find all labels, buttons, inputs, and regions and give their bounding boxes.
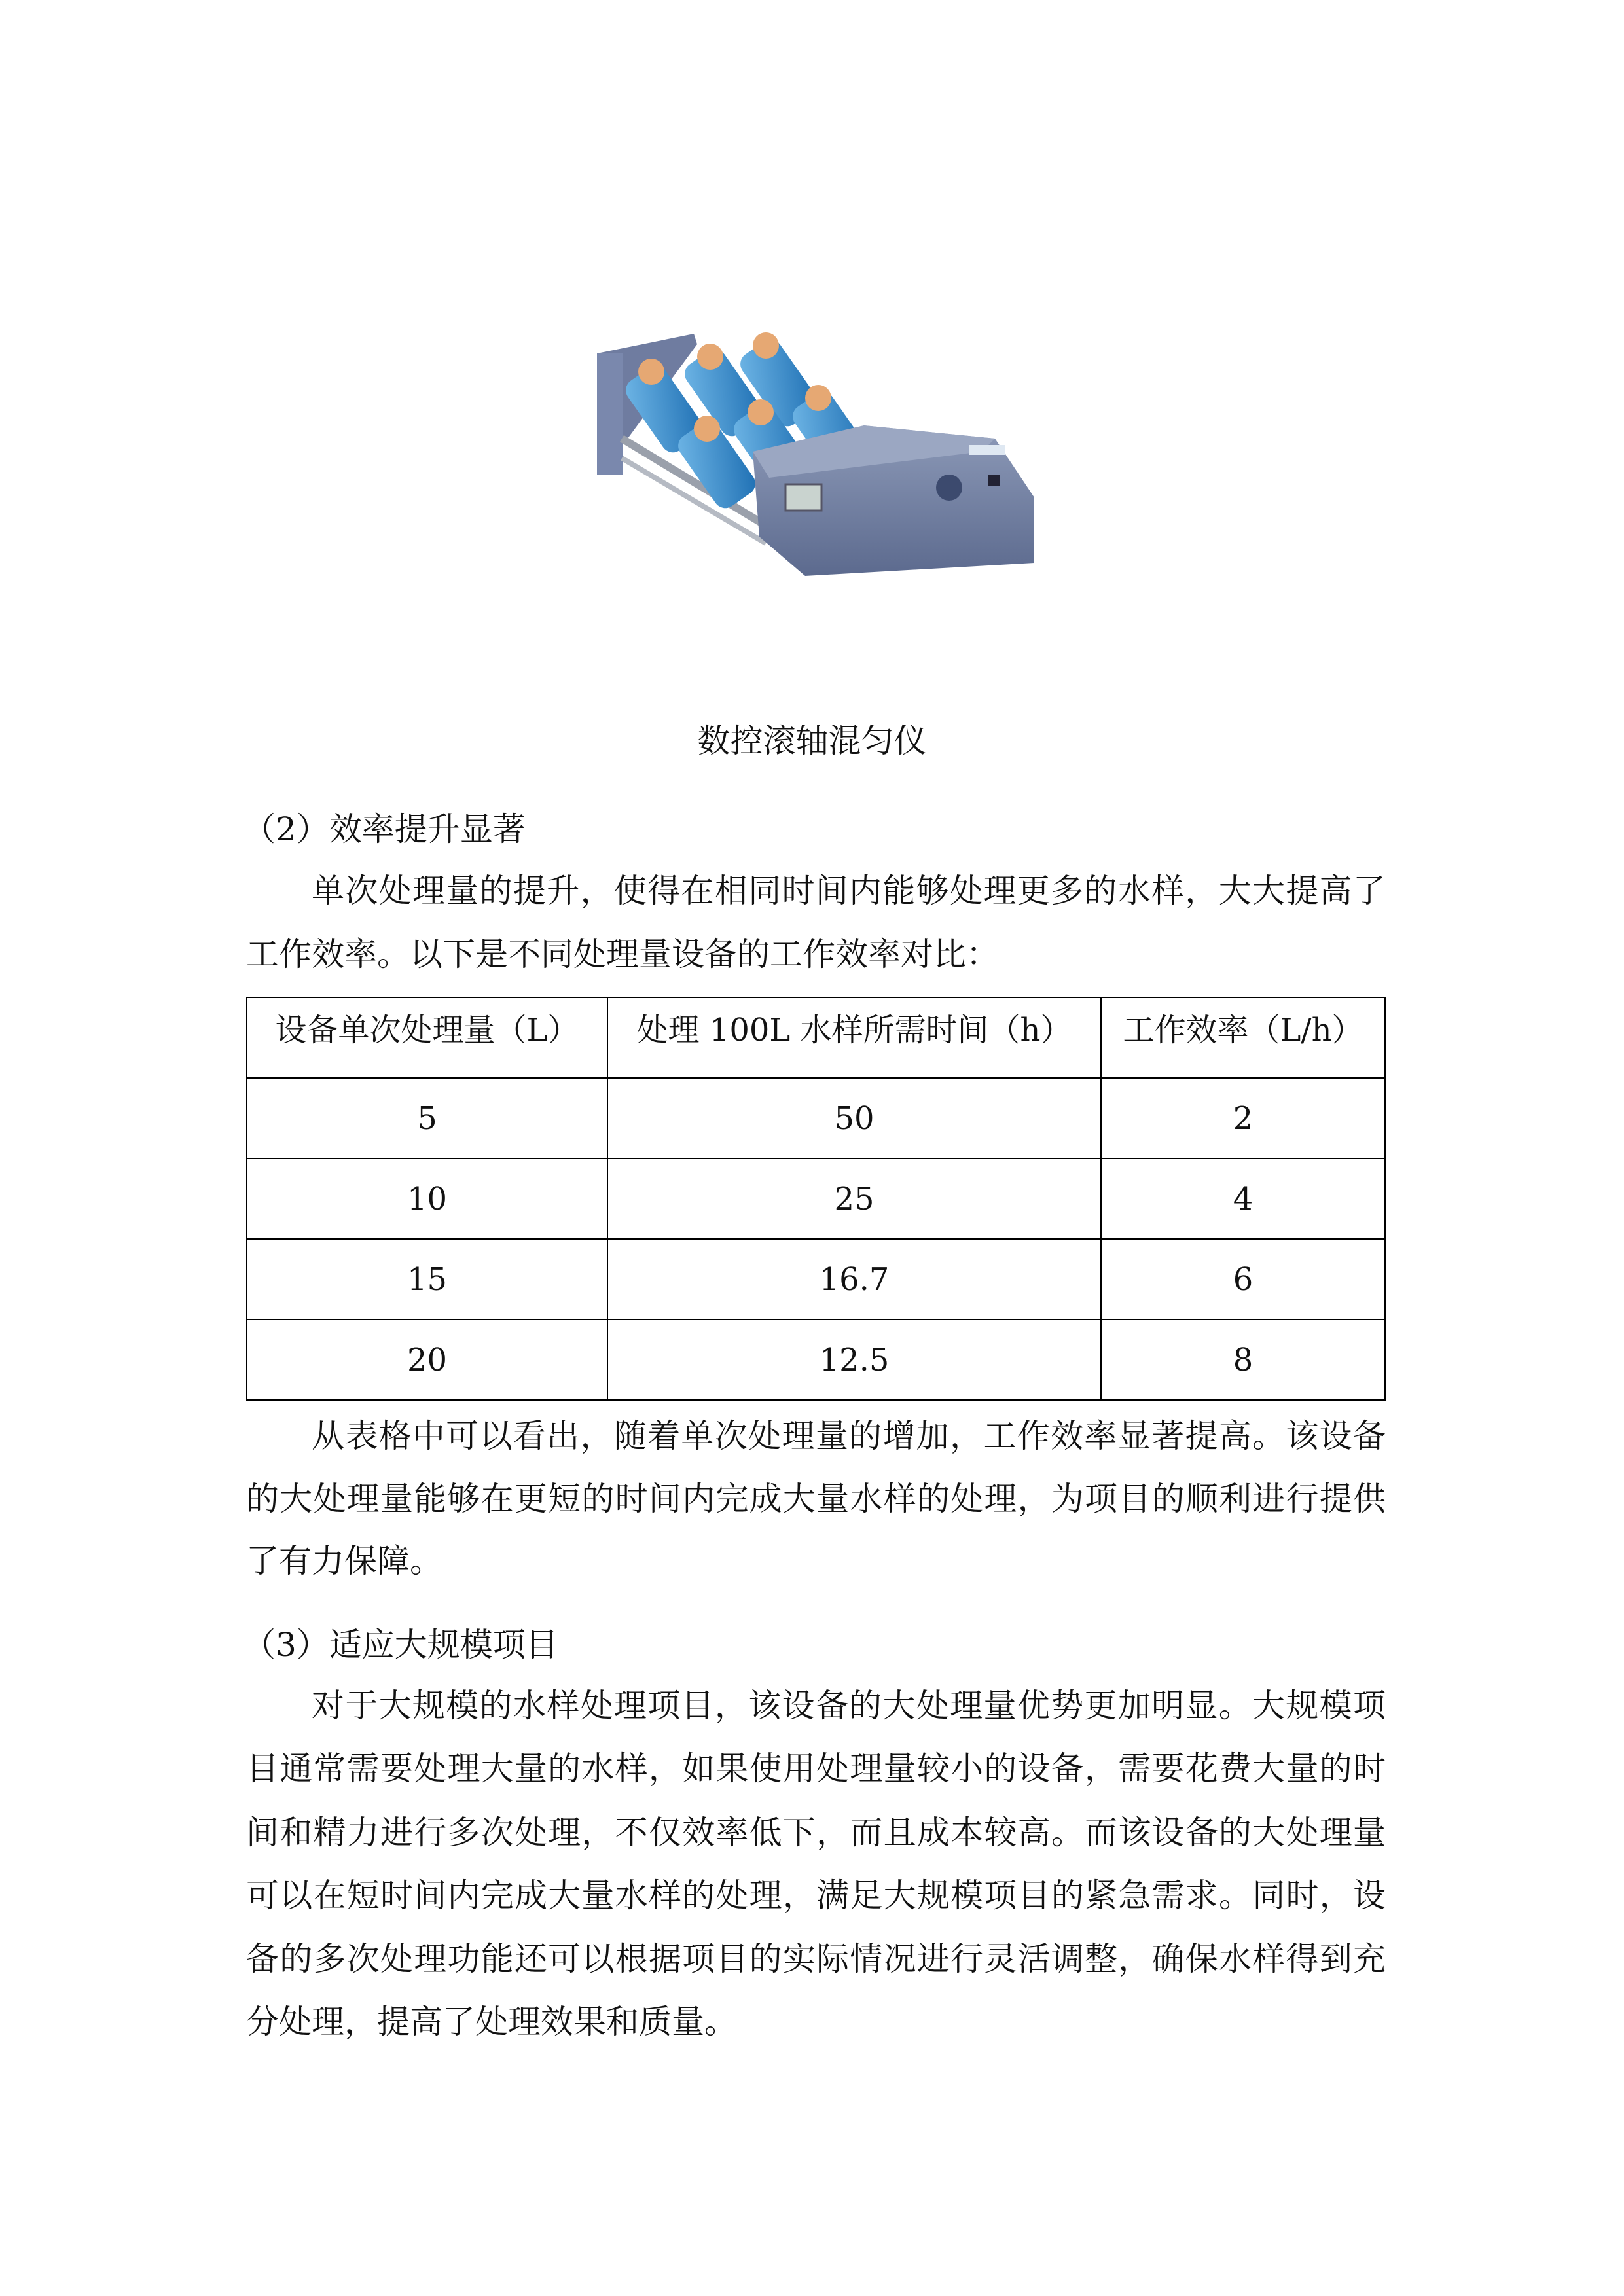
- table-header-row: [247, 997, 1385, 1078]
- table-cell: 25: [607, 1158, 1101, 1239]
- table-cell: 20: [247, 1319, 607, 1400]
- paragraph-line: 对于大规模的水样处理项目，该设备的大处理量优势更加明显。大规模项: [312, 1687, 1386, 1725]
- paragraph-line: 了有力保障。: [246, 1542, 442, 1580]
- paragraph-line: 单次处理量的提升，使得在相同时间内能够处理更多的水样，大大提高了: [312, 872, 1386, 910]
- paragraph-line: 可以在短时间内完成大量水样的处理，满足大规模项目的紧急需求。同时，设: [246, 1876, 1386, 1914]
- efficiency-comparison-table: [246, 997, 1386, 1401]
- roller-mixer-photo: [589, 321, 1060, 583]
- table-cell: 5: [247, 1078, 607, 1158]
- table-cell: 6: [1101, 1239, 1385, 1319]
- table-row: [247, 1078, 1385, 1158]
- table-row: [247, 1239, 1385, 1319]
- paragraph-line: 分处理，提高了处理效果和质量。: [246, 2003, 737, 2041]
- table-row: [247, 1158, 1385, 1239]
- table-cell: 16.7: [607, 1239, 1101, 1319]
- table-cell: 12.5: [607, 1319, 1101, 1400]
- paragraph-line: 的大处理量能够在更短的时间内完成大量水样的处理，为项目的顺利进行提供: [246, 1480, 1386, 1518]
- column-header: 设备单次处理量（L）: [247, 997, 607, 1078]
- paragraph-line: 备的多次处理功能还可以根据项目的实际情况进行灵活调整，确保水样得到充: [246, 1940, 1386, 1978]
- paragraph-line: 间和精力进行多次处理，不仅效率低下，而且成本较高。而该设备的大处理量: [246, 1814, 1386, 1852]
- column-header: 工作效率（L/h）: [1101, 997, 1385, 1078]
- paragraph-line: 从表格中可以看出，随着单次处理量的增加，工作效率显著提高。该设备: [312, 1417, 1386, 1455]
- table-row: [247, 1319, 1385, 1400]
- paragraph-line: 工作效率。以下是不同处理量设备的工作效率对比：: [246, 935, 999, 973]
- table-cell: 4: [1101, 1158, 1385, 1239]
- table-cell: 10: [247, 1158, 607, 1239]
- table-cell: 50: [607, 1078, 1101, 1158]
- table-cell: 8: [1101, 1319, 1385, 1400]
- table-cell: 15: [247, 1239, 607, 1319]
- figure-caption: 数控滚轴混匀仪: [697, 722, 927, 760]
- section-heading-efficiency: （2）效率提升显著: [243, 810, 526, 848]
- table-cell: 2: [1101, 1078, 1385, 1158]
- paragraph-line: 目通常需要处理大量的水样，如果使用处理量较小的设备，需要花费大量的时: [246, 1749, 1386, 1787]
- column-header: 处理 100L 水样所需时间（h）: [607, 997, 1101, 1078]
- section-heading-large-scale: （3）适应大规模项目: [243, 1626, 558, 1664]
